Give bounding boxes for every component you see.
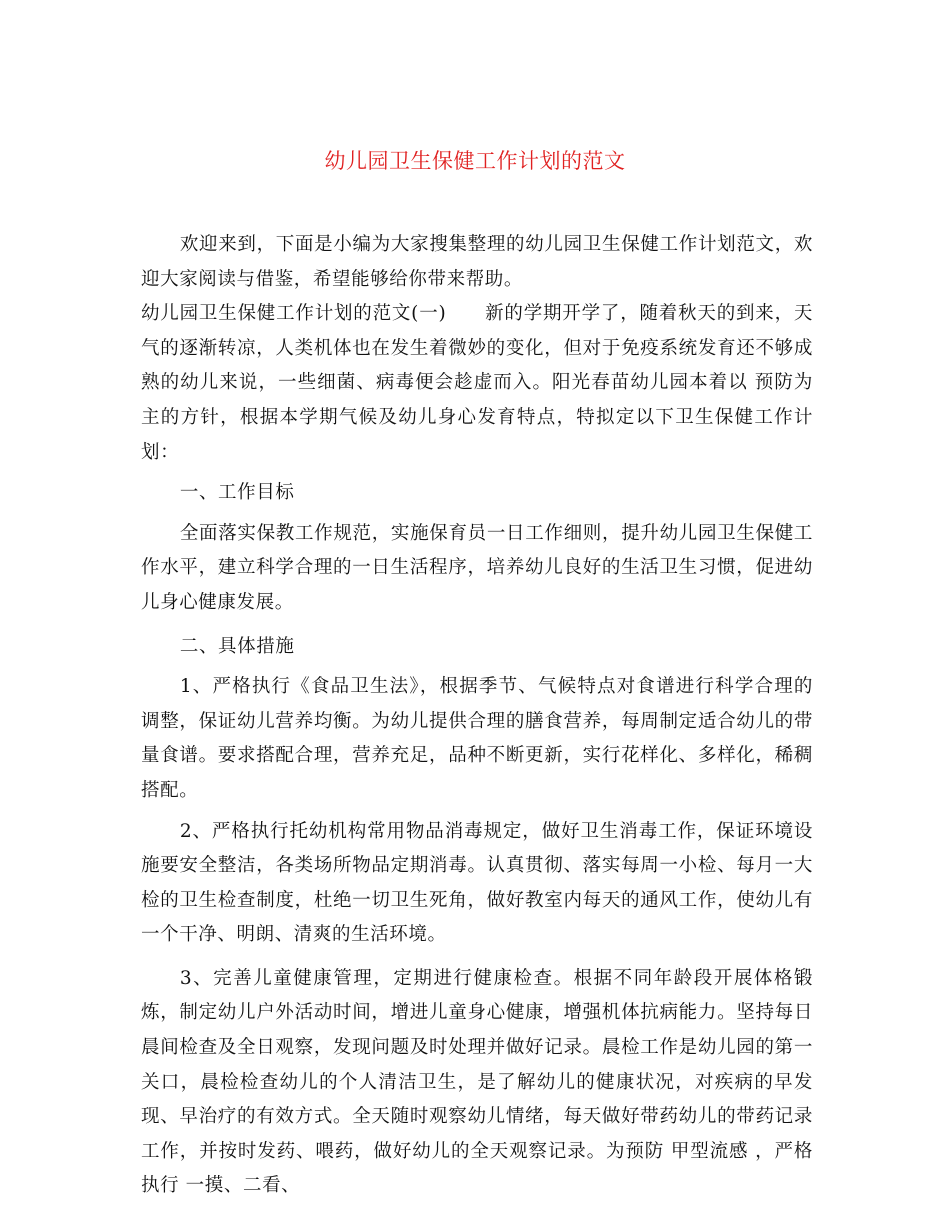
work-goal-paragraph: 全面落实保教工作规范，实施保育员一日工作细则，提升幼儿园卫生保健工作水平，建立科学合理的一日生活程序，培养幼儿良好的生活卫生习惯，促进幼儿身心健康发展。 <box>141 522 813 613</box>
section-plan-one-paragraph: 幼儿园卫生保健工作计划的范文(一) 新的学期开学了，随着秋天的到来，天气的逐渐转凉，人类机体也在发生着微妙的变化，但对于免疫系统发育还不够成熟的幼儿来说，一些细菌、病毒便会趁虚而入。阳光春苗幼儿园本着以 预防为主的方针，根据本学期气候及幼儿身心发育特点，特拟定以下卫生保健工作计划： <box>141 303 813 463</box>
intro-paragraph: 欢迎来到，下面是小编为大家搜集整理的幼儿园卫生保健工作计划范文，欢迎大家阅读与借鉴，希望能够给你带来帮助。 <box>141 234 813 290</box>
measure-two-paragraph: 2、严格执行托幼机构常用物品消毒规定，做好卫生消毒工作，保证环境设施要安全整洁，各类场所物品定期消毒。认真贯彻、落实每周一小检、每月一大检的卫生检查制度，杜绝一切卫生死角，做好教室内每天的通风工作，使幼儿有一个干净、明朗、清爽的生活环境。 <box>141 820 813 946</box>
heading-specific-measures: 二、具体措施 <box>179 635 295 657</box>
measure-one-paragraph: 1、严格执行《食品卫生法》，根据季节、气候特点对食谱进行科学合理的调整，保证幼儿营养均衡。为幼儿提供合理的膳食营养，每周制定适合幼儿的带量食谱。要求搭配合理，营养充足，品种不断更新，实行花样化、多样化，稀稠搭配。 <box>141 676 813 801</box>
document-body <box>141 228 813 1204</box>
heading-work-goal: 一、工作目标 <box>179 482 295 504</box>
measure-three-paragraph: 3、完善儿童健康管理，定期进行健康检查。根据不同年龄段开展体格锻炼，制定幼儿户外活动时间，增进儿童身心健康，增强机体抗病能力。坚持每日晨间检查及全日观察，发现问题及时处理并做好记录。晨检工作是幼儿园的第一关口，晨检检查幼儿的个人清洁卫生，是了解幼儿的健康状况，对疾病的早发现、早治疗的有效方式。全天随时观察幼儿情绪，每天做好带药幼儿的带药记录工作，并按时发药、喂药，做好幼儿的全天观察记录。为预防 甲型流感 ，严格执行 一摸、二看、 <box>141 967 813 1197</box>
document-title: 幼儿园卫生保健工作计划的范文 <box>324 149 626 173</box>
